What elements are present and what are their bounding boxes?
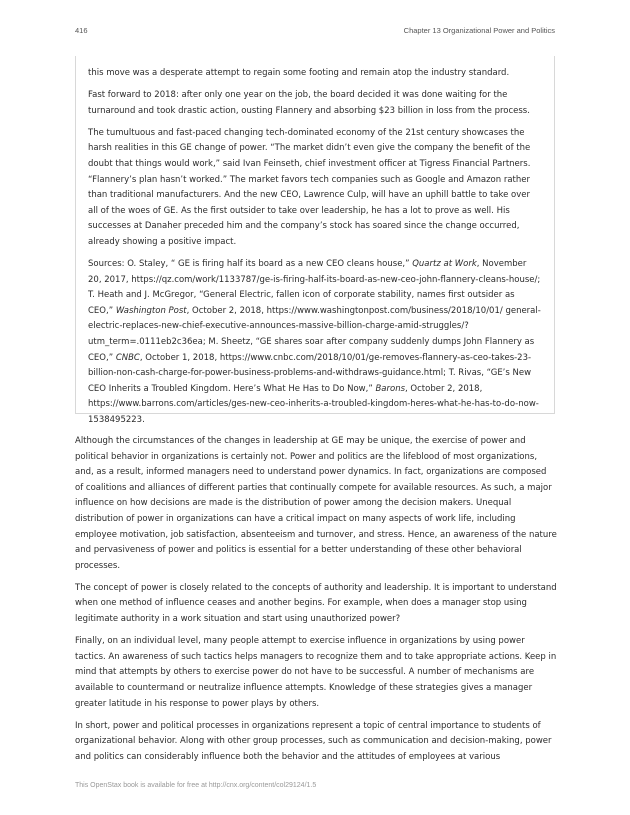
chapter-title: Chapter 13 Organizational Power and Politics [403, 26, 555, 35]
source-text-2: , November 20, 2017, https://qz.com/work/1133787/ge-is-firing-half-its-board-as-new-ceo-john-flannery-cleans-house/; T. Heath and J. McGregor, “General Electric, fallen icon of corporate stability, names first outsider as CEO,” [88, 259, 541, 316]
body-paragraph-power-politics: Although the circumstances of the changes in leadership at GE may be unique, the exercise of power and political behavior in organizations is certainly not. Power and politics are the lifeblood of most organizations, and, as a result, informed managers need to understand power dynamics. In fact, organizations are composed of coalitions and alliances of different parties that continually compete for available resources. As such, a major influence on how decisions are made is the distribution of power among the decision makers. Unequal distribution of power in organizations can have a critical impact on many aspects of work life, including employee motivation, job satisfaction, absenteeism and turnover, and stress. Hence, an awareness of the nature and pervasiveness of power and politics is essential for a better understanding of these other behavioral processes. [75, 436, 557, 571]
body-paragraph-authority: The concept of power is closely related to the concepts of authority and leadership. It is important to understand when one method of influence ceases and another begins. For example, when does a manager stop using legitimate authority in a work situation and start using unauthorized power? [75, 582, 557, 625]
source-title-cnbc: CNBC [115, 352, 140, 363]
source-title-quartz: Quartz at Work [412, 259, 477, 270]
page-header [0, 0, 630, 40]
page-number: 416 [75, 26, 88, 35]
body-paragraph-summary: In short, power and political processes in organizations represent a topic of central importance to students of organizational behavior. Along with other group processes, such as communication and decision-making, power and politics can considerably influence both the behavior and the attitudes of employees at various [75, 720, 552, 762]
source-text-3: , October 2, 2018, https://www.washingtonpost.com/business/2018/10/01/ general-electric-replaces-new-chief-executive-announces-massive-billion-charge-amid-struggles/?utm_term=.0111eb2c36ea; M. Sheetz, “GE shares soar after company suddenly dumps John Flannery as CEO,” [88, 305, 541, 363]
page-footer: This OpenStax book is available for free at http://cnx.org/content/col29124/1.5 [75, 782, 317, 789]
case-sources [88, 257, 542, 429]
body-text [75, 434, 557, 772]
source-text-4: , October 1, 2018, https://www.cnbc.com/2018/10/01/ge-removes-flannery-as-ceo-takes-23-billion-non-cash-charge-for-power-business-problems-and-withdraws-guidance.html; T. Rivas, “GE’s New CEO Inherits a Troubled Kingdom. Here’s What He Has to Do Now,” [88, 352, 532, 394]
case-paragraph-continuation: this move was a desperate attempt to regain some footing and remain atop the industry standard. [88, 68, 510, 78]
case-study-box [75, 56, 555, 425]
source-title-barons: Barons [375, 383, 406, 394]
case-paragraph-tech-economy: The tumultuous and fast-paced changing tech-dominated economy of the 21st century showcases the harsh realities in this GE change of power. “The market didn’t even give the company the benefit of the doubt that things would work,” said Ivan Feinseth, chief investment officer at Tigress Financial Partners. “Flannery’s plan hasn’t worked.” The market favors tech companies such as Google and Amazon rather than traditional manufacturers. And the new CEO, Lawrence Culp, will have an uphill battle to take over all of the woes of GE. As the first outsider to take over leadership, he has a lot to prove as well. His successes at Danaher preceded him and the company’s stock has soared since the change occurred, already showing a positive impact. [88, 127, 531, 247]
body-paragraph-tactics: Finally, on an individual level, many people attempt to exercise influence in organizations by using power tactics. An awareness of such tactics helps managers to recognize them and to take appropriate actions. Keep in mind that attempts by others to exercise power do not have to be successful. A number of mechanisms are available to countermand or neutralize influence attempts. Knowledge of these strategies gives a manager greater latitude in his response to power plays by others. [75, 636, 557, 709]
source-text-5: , October 2, 2018, https://www.barrons.com/articles/ges-new-ceo-inherits-a-troubled-kingdom-heres-what-he-has-to-do-now-1538495223. [88, 383, 539, 425]
case-paragraph-2018: Fast forward to 2018: after only one year on the job, the board decided it was done waiting for the turnaround and took drastic action, ousting Flannery and absorbing $23 billion in loss from the process. [88, 90, 530, 116]
source-text-1: Sources: O. Staley, “ GE is firing half its board as a new CEO cleans house,” [88, 259, 413, 270]
source-title-washington-post: Washington Post [115, 305, 187, 316]
